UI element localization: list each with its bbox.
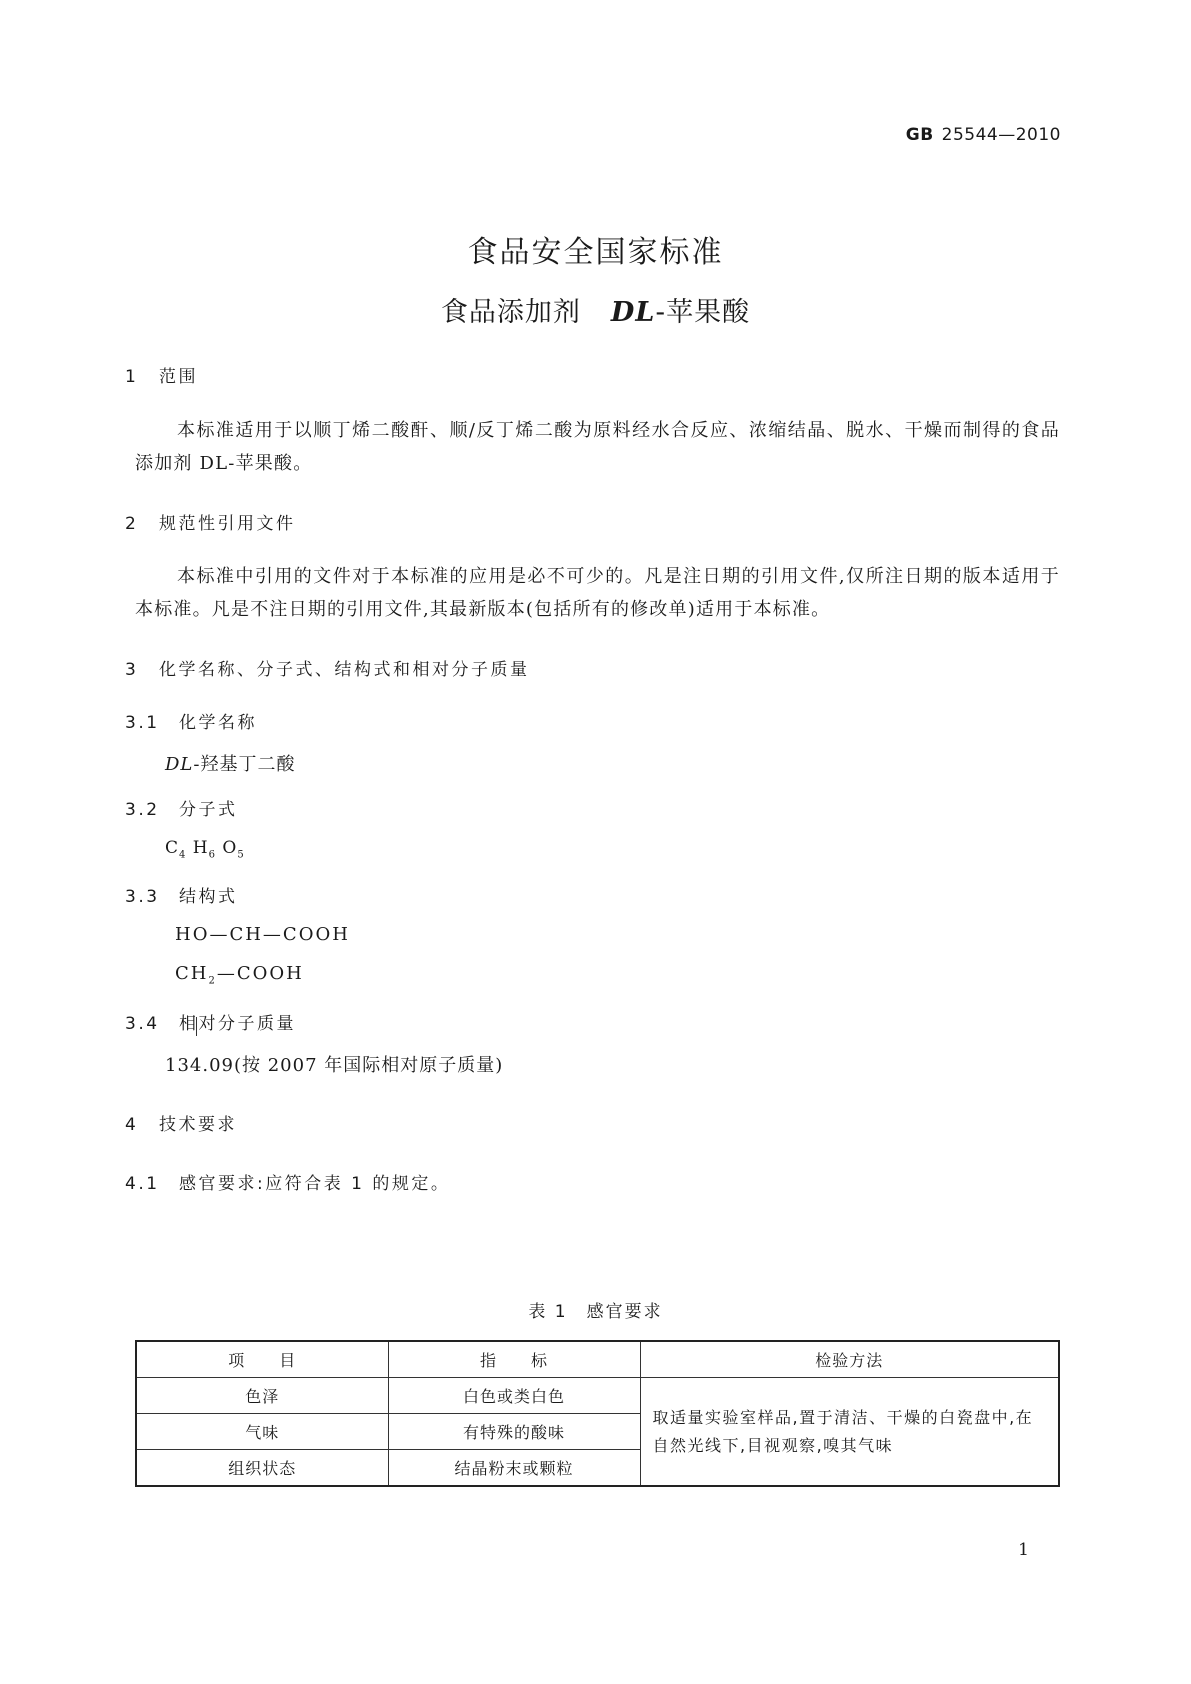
structure-line-2 bbox=[175, 963, 304, 987]
section-3-4-heading bbox=[125, 1009, 296, 1034]
page-number: 1 bbox=[1018, 1540, 1029, 1560]
section-2-heading bbox=[125, 509, 296, 534]
section-3-2-heading bbox=[125, 795, 238, 820]
section-number: 4 bbox=[125, 1115, 139, 1135]
section-title: 化学名称 bbox=[179, 713, 257, 733]
section-title: 化学名称、分子式、结构式和相对分子质量 bbox=[159, 660, 530, 680]
column-header-method: 检验方法 bbox=[640, 1341, 1059, 1378]
table-row bbox=[136, 1378, 1059, 1414]
row-item: 组织状态 bbox=[136, 1450, 388, 1487]
row-index: 白色或类白色 bbox=[388, 1378, 640, 1414]
column-header-index: 指 标 bbox=[388, 1341, 640, 1378]
section-number: 2 bbox=[125, 514, 139, 534]
row-item: 气味 bbox=[136, 1414, 388, 1450]
section-number: 3 bbox=[125, 660, 139, 680]
formula-hydrogen: H bbox=[192, 838, 209, 858]
subtitle-prefix: 食品添加剂 bbox=[440, 297, 581, 328]
section-number: 3.4 bbox=[125, 1014, 160, 1034]
sensory-requirements-table bbox=[135, 1340, 1060, 1487]
chemical-name-rest: -羟基丁二酸 bbox=[193, 754, 296, 775]
section-3-heading bbox=[125, 655, 530, 680]
section-1-body: 本标准适用于以顺丁烯二酸酐、顺/反丁烯二酸为原料经水合反应、浓缩结晶、脱水、干燥而制得的食品添加剂 DL-苹果酸。 bbox=[135, 420, 1060, 474]
section-number: 3.2 bbox=[125, 800, 160, 820]
formula-carbon-count: 4 bbox=[179, 849, 187, 861]
structure-line-1: HO—CH—COOH bbox=[175, 924, 350, 945]
section-title: 感官要求:应符合表 1 的规定。 bbox=[179, 1174, 451, 1194]
formula-oxygen-count: 5 bbox=[237, 849, 245, 861]
document-subtitle bbox=[0, 290, 1191, 329]
column-header-item: 项 目 bbox=[136, 1341, 388, 1378]
section-2-body: 本标准中引用的文件对于本标准的应用是必不可少的。凡是注日期的引用文件,仅所注日期的版本适用于本标准。凡是不注日期的引用文件,其最新版本(包括所有的修改单)适用于本标准。 bbox=[135, 566, 1060, 620]
standard-number bbox=[906, 125, 1061, 145]
document-title: 食品安全国家标准 bbox=[467, 235, 724, 270]
section-3-1-heading bbox=[125, 708, 257, 733]
structure-cooh: —COOH bbox=[216, 963, 304, 984]
section-3-3-heading bbox=[125, 882, 238, 907]
section-number: 3.1 bbox=[125, 713, 160, 733]
section-number: 4.1 bbox=[125, 1174, 160, 1194]
section-number: 3.3 bbox=[125, 887, 160, 907]
section-title: 规范性引用文件 bbox=[159, 514, 296, 534]
structure-subscript: 2 bbox=[208, 975, 217, 987]
formula-hydrogen-count: 6 bbox=[208, 849, 216, 861]
chemical-name bbox=[165, 750, 295, 776]
row-index: 有特殊的酸味 bbox=[388, 1414, 640, 1450]
section-4-1-heading bbox=[125, 1169, 450, 1194]
standard-code: 25544—2010 bbox=[941, 125, 1061, 145]
row-item: 色泽 bbox=[136, 1378, 388, 1414]
subtitle-italic: DL bbox=[610, 297, 656, 328]
formula-carbon: C bbox=[165, 838, 180, 858]
structure-ch: CH bbox=[175, 963, 209, 984]
section-title: 范围 bbox=[159, 367, 198, 387]
section-title: 分子式 bbox=[179, 800, 238, 820]
chemical-name-italic: DL bbox=[165, 754, 194, 775]
section-title: 结构式 bbox=[179, 887, 238, 907]
molecular-mass: 134.09(按 2007 年国际相对原子质量) bbox=[165, 1055, 504, 1076]
section-title: 技术要求 bbox=[159, 1115, 237, 1135]
formula-oxygen: O bbox=[222, 838, 238, 858]
subtitle-suffix: -苹果酸 bbox=[655, 297, 751, 328]
table-caption: 表 1 感官要求 bbox=[528, 1302, 663, 1322]
test-method: 取适量实验室样品,置于清洁、干燥的白瓷盘中,在自然光线下,目视观察,嗅其气味 bbox=[640, 1378, 1059, 1487]
section-number: 1 bbox=[125, 367, 139, 387]
section-1-heading bbox=[125, 362, 198, 387]
section-4-heading bbox=[125, 1110, 237, 1135]
row-index: 结晶粉末或颗粒 bbox=[388, 1450, 640, 1487]
standard-prefix: GB bbox=[905, 125, 934, 145]
table-header-row bbox=[136, 1341, 1059, 1378]
section-title: 相对分子质量 bbox=[179, 1014, 296, 1034]
molecular-formula bbox=[165, 838, 245, 860]
